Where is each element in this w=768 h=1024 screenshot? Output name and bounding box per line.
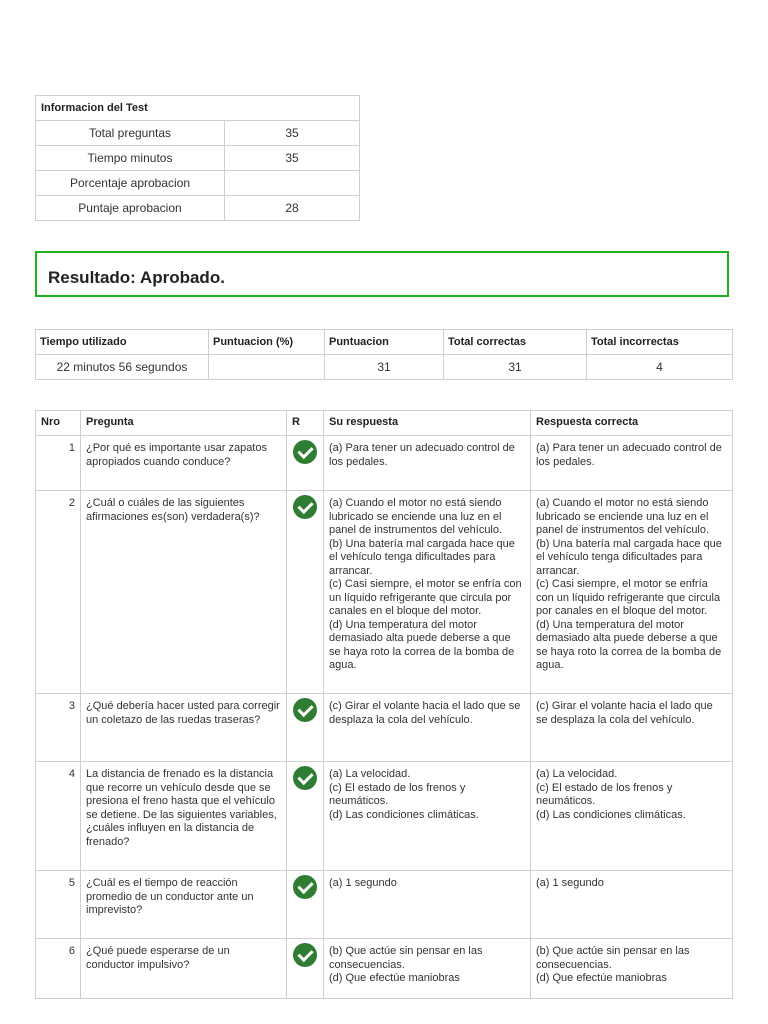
info-label: Total preguntas bbox=[36, 121, 225, 146]
result-cell bbox=[287, 762, 324, 871]
question-text: La distancia de frenado es la distancia que recorre un vehículo desde que se presiona el freno hasta que el vehículo se detiene. De las siguientes variables, ¿cuáles influyen en la distancia de frenado? bbox=[81, 762, 287, 871]
result-cell bbox=[287, 871, 324, 939]
table-row bbox=[36, 694, 733, 762]
summary-table bbox=[35, 329, 733, 380]
table-row bbox=[36, 146, 360, 171]
summary-header: Tiempo utilizado bbox=[36, 330, 209, 355]
question-text: ¿Qué puede esperarse de un conductor impulsivo? bbox=[81, 939, 287, 999]
answers-header: Nro bbox=[36, 411, 81, 436]
summary-value: 31 bbox=[325, 355, 444, 380]
answers-header: Pregunta bbox=[81, 411, 287, 436]
check-circle-icon bbox=[293, 698, 317, 722]
correct-answer: (a) 1 segundo bbox=[531, 871, 733, 939]
correct-answer: (a) La velocidad. (c) El estado de los frenos y neumáticos. (d) Las condiciones climáticas. bbox=[531, 762, 733, 871]
result-text: Resultado: Aprobado. bbox=[48, 268, 225, 287]
summary-header: Puntuacion (%) bbox=[209, 330, 325, 355]
your-answer: (c) Girar el volante hacia el lado que se desplaza la cola del vehículo. bbox=[324, 694, 531, 762]
answers-header: Respuesta correcta bbox=[531, 411, 733, 436]
info-value bbox=[225, 171, 360, 196]
test-info-table bbox=[35, 95, 360, 221]
check-circle-icon bbox=[293, 766, 317, 790]
result-box bbox=[35, 251, 729, 297]
table-row bbox=[36, 939, 733, 999]
question-text: ¿Por qué es importante usar zapatos apropiados cuando conduce? bbox=[81, 436, 287, 491]
table-row bbox=[36, 871, 733, 939]
result-cell bbox=[287, 436, 324, 491]
info-label: Porcentaje aprobacion bbox=[36, 171, 225, 196]
answers-header: R bbox=[287, 411, 324, 436]
check-circle-icon bbox=[293, 440, 317, 464]
summary-value bbox=[209, 355, 325, 380]
question-number: 4 bbox=[36, 762, 81, 871]
your-answer: (a) 1 segundo bbox=[324, 871, 531, 939]
summary-value: 4 bbox=[587, 355, 733, 380]
summary-value: 22 minutos 56 segundos bbox=[36, 355, 209, 380]
question-number: 3 bbox=[36, 694, 81, 762]
table-row bbox=[36, 436, 733, 491]
your-answer: (a) La velocidad. (c) El estado de los frenos y neumáticos. (d) Las condiciones climáticas. bbox=[324, 762, 531, 871]
correct-answer: (a) Cuando el motor no está siendo lubricado se enciende una luz en el panel de instrumentos del vehículo. (b) Una batería mal cargada hace que el vehículo tenga dificultades para arrancar. (c) Casi siempre, el motor se enfría con un líquido refrigerante que circula por canales en el bloque del motor. (d) Una temperatura del motor demasiado alta puede deberse a que se haya roto la correa de la bomba de agua. bbox=[531, 491, 733, 694]
table-row bbox=[36, 171, 360, 196]
table-row bbox=[36, 762, 733, 871]
your-answer: (a) Cuando el motor no está siendo lubricado se enciende una luz en el panel de instrumentos del vehículo. (b) Una batería mal cargada hace que el vehículo tenga dificultades para arrancar. (c) Casi siempre, el motor se enfría con un líquido refrigerante que circula por canales en el bloque del motor. (d) Una temperatura del motor demasiado alta puede deberse a que se haya roto la correa de la bomba de agua. bbox=[324, 491, 531, 694]
summary-header: Total correctas bbox=[444, 330, 587, 355]
table-row bbox=[36, 355, 733, 380]
summary-header: Puntuacion bbox=[325, 330, 444, 355]
question-number: 6 bbox=[36, 939, 81, 999]
check-circle-icon bbox=[293, 875, 317, 899]
info-value: 35 bbox=[225, 121, 360, 146]
table-row bbox=[36, 196, 360, 221]
question-text: ¿Cuál o cuáles de las siguientes afirmaciones es(son) verdadera(s)? bbox=[81, 491, 287, 694]
correct-answer: (b) Que actúe sin pensar en las consecuencias. (d) Que efectúe maniobras bbox=[531, 939, 733, 999]
info-value: 35 bbox=[225, 146, 360, 171]
question-number: 5 bbox=[36, 871, 81, 939]
your-answer: (b) Que actúe sin pensar en las consecuencias. (d) Que efectúe maniobras bbox=[324, 939, 531, 999]
table-row bbox=[36, 121, 360, 146]
result-cell bbox=[287, 939, 324, 999]
table-row bbox=[36, 491, 733, 694]
question-text: ¿Cuál es el tiempo de reacción promedio de un conductor ante un imprevisto? bbox=[81, 871, 287, 939]
check-circle-icon bbox=[293, 943, 317, 967]
result-cell bbox=[287, 491, 324, 694]
info-label: Tiempo minutos bbox=[36, 146, 225, 171]
summary-header: Total incorrectas bbox=[587, 330, 733, 355]
answers-header: Su respuesta bbox=[324, 411, 531, 436]
your-answer: (a) Para tener un adecuado control de los pedales. bbox=[324, 436, 531, 491]
question-text: ¿Qué debería hacer usted para corregir un coletazo de las ruedas traseras? bbox=[81, 694, 287, 762]
answers-table bbox=[35, 410, 733, 999]
info-label: Puntaje aprobacion bbox=[36, 196, 225, 221]
question-number: 1 bbox=[36, 436, 81, 491]
test-info-title: Informacion del Test bbox=[36, 96, 360, 121]
summary-value: 31 bbox=[444, 355, 587, 380]
check-circle-icon bbox=[293, 495, 317, 519]
result-cell bbox=[287, 694, 324, 762]
question-number: 2 bbox=[36, 491, 81, 694]
correct-answer: (a) Para tener un adecuado control de los pedales. bbox=[531, 436, 733, 491]
info-value: 28 bbox=[225, 196, 360, 221]
correct-answer: (c) Girar el volante hacia el lado que se desplaza la cola del vehículo. bbox=[531, 694, 733, 762]
